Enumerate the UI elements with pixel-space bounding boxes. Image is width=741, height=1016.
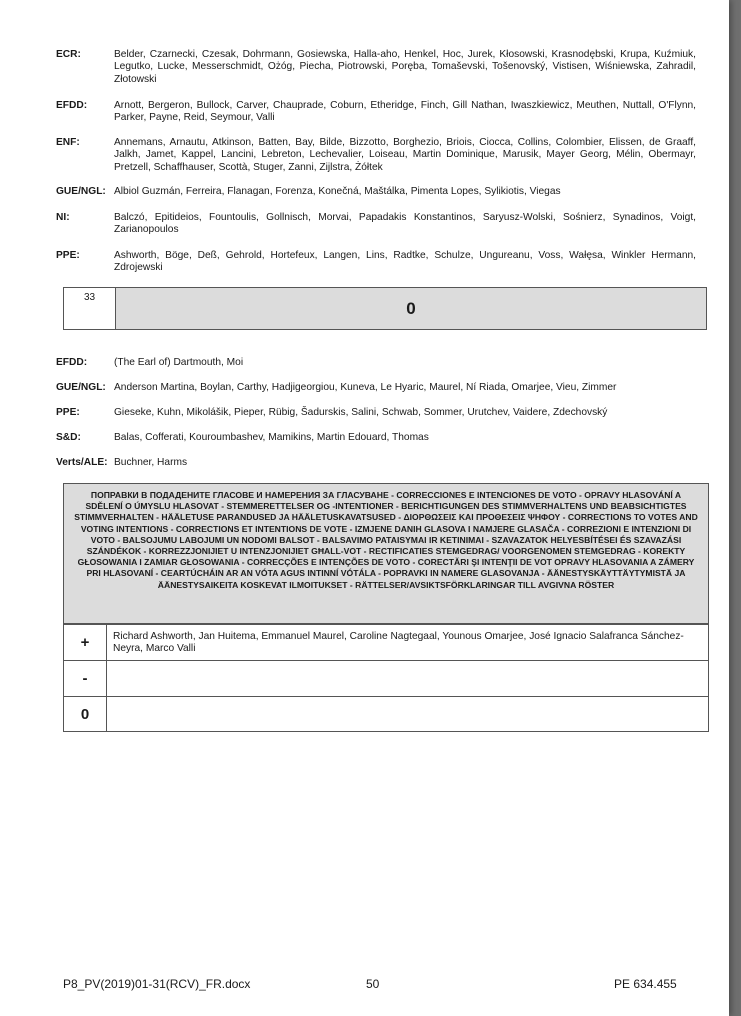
group-ni xyxy=(56,212,696,237)
footer-page-number: 50 xyxy=(366,977,380,991)
group-ppe xyxy=(56,250,696,275)
group-label: EFDD: xyxy=(56,100,88,111)
group-members: Balczó, Epitideios, Fountoulis, Gollnisch, Morvai, Papadakis Konstantinos, Saryusz-Wolski, Sośnierz, Synadinos, Voigt, Zarianopoulos xyxy=(114,212,696,236)
group-members: Belder, Czarnecki, Czesak, Dohrmann, Gosiewska, Halla-aho, Henkel, Hoc, Jurek, Kłosowski, Krasnodębski, Krupa, Kuźmiuk, Legutko, Lucke, Messerschmidt, Ożóg, Piecha, Piotrowski, Poręba, Tomaševski, Tošenovský, Vistisen, Wiśniewska, Zahradil, Złotowski xyxy=(114,49,696,85)
group-members: Gieseke, Kuhn, Mikolášik, Pieper, Rübig, Šadurskis, Salini, Schwab, Sommer, Urutchev, Vaidere, Zdechovský xyxy=(114,407,608,418)
group-members: Annemans, Arnautu, Atkinson, Batten, Bay, Bilde, Bizzotto, Borghezio, Briois, Ciocca, Collins, Colombier, Elissen, de Graaff, Jalkh, Jamet, Kappel, Lancini, Lebreton, Lechevalier, Loiseau, Martin Dominique, Marusik, Mayer Georg, Mélin, Obermayr, Pretzell, Schaffhauser, Scottà, Stuger, Zanni, Zijlstra, Żółtek xyxy=(114,137,696,173)
plus-sign: + xyxy=(64,625,107,660)
corrections-names xyxy=(107,661,708,696)
group-members: Anderson Martina, Boylan, Carthy, Hadjigeorgiou, Kuneva, Le Hyaric, Maurel, Ní Riada, Omarjee, Vieu, Zimmer xyxy=(114,382,617,393)
zero-sign: 0 xyxy=(64,697,107,731)
group-verts-ale xyxy=(56,457,696,469)
group-members: Buchner, Harms xyxy=(114,457,188,468)
group-label: PPE: xyxy=(56,250,80,261)
group-label: GUE/NGL: xyxy=(56,382,106,393)
group-ecr xyxy=(56,49,696,86)
group-enf xyxy=(56,137,696,174)
corrections-header: ПОПРАВКИ В ПОДАДЕНИТЕ ГЛАСОВЕ И НАМЕРЕНИЯ ЗА ГЛАСУВАНЕ - CORRECCIONES E INTENCIONES DE VOTO - OPRAVY HLASOVÁNÍ A SDĚLENÍ O ÚMYSLU HLASOVAT - STEMMERETTELSER OG -INTENTIONER - BERICHTIGUNGEN DES STIMMVERHALTENS UND BEABSICHTIGTES STIMMVERHALTEN - HÄÄLETUSE PARANDUSED JA HÄÄLETUSKAVATSUSED - ΔΙΟΡΘΩΣΕΙΣ ΚΑΙ ΠΡΟΘΕΣΕΙΣ ΨΗΦΟΥ - CORRECTIONS TO VOTES AND VOTING INTENTIONS - CORRECTIONS ET INTENTIONS DE VOTE - IZMJENE DANIH GLASOVA I NAMJERE GLASAČA - CORREZIONI E INTENZIONI DI VOTO - BALSOJUMU LABOJUMI UN NODOMI BALSOT - BALSAVIMO PATAISYMAI IR KETINIMAI - SZAVAZATOK HELYESBÍTÉSEI ÉS SZAVAZÁSI SZÁNDÉKOK - KORREZZJONIJIET U INTENZJONIJIET GĦALL-VOT - RECTIFICATIES STEMGEDRAG/ VOORGENOMEN STEMGEDRAG - KOREKTY GŁOSOWANIA I ZAMIAR GŁOSOWANIA - CORRECÇÕES E INTENÇÕES DE VOTO - CORECTĂRI ŞI INTENŢII DE VOT OPRAVY HLASOVANIA A ZÁMERY PRI HLASOVANÍ - CEARTÚCHÁIN AR AN VÓTA AGUS INTINNÍ VÓTÁLA - POPRAVKI IN NAMERE GLASOVANJA - ÄÄNESTYSKÄYTTÄYTYMISTÄ JA ÄÄNESTYSAIKEITA KOSKEVAT ILMOITUKSET - RÄTTELSER/AVSIKTSFÖRKLARINGAR TILL AVGIVNA RÖSTER xyxy=(64,484,708,624)
corrections-names: Richard Ashworth, Jan Huitema, Emmanuel Maurel, Caroline Nagtegaal, Younous Omarjee, José Ignacio Salafranca Sánchez-Neyra, Marco Valli xyxy=(113,631,684,655)
group-label: Verts/ALE: xyxy=(56,457,108,468)
group-label: S&D: xyxy=(56,432,81,443)
group-members: Balas, Cofferati, Kouroumbashev, Mamikins, Martin Edouard, Thomas xyxy=(114,432,429,443)
group-members: Ashworth, Böge, Deß, Gehrold, Hortefeux, Langen, Lins, Radtke, Schulze, Ungureanu, Voss, Wałęsa, Winkler Hermann, Zdrojewski xyxy=(114,250,696,274)
group-members: Arnott, Bergeron, Bullock, Carver, Chauprade, Coburn, Etheridge, Finch, Gill Nathan, Iwaszkiewicz, Meuthen, Nuttall, O'Flynn, Parker, Payne, Reid, Seymour, Valli xyxy=(114,100,696,124)
group-label: ENF: xyxy=(56,137,80,148)
footer-reference: PE 634.455 xyxy=(614,977,677,991)
corrections-row-abstain xyxy=(64,696,708,731)
group-label: EFDD: xyxy=(56,357,88,368)
group-efdd xyxy=(56,100,696,125)
group-gue-ngl xyxy=(56,382,696,394)
group-members: (The Earl of) Dartmouth, Moi xyxy=(114,357,244,368)
group-label: GUE/NGL: xyxy=(56,186,106,197)
group-gue-ngl xyxy=(56,186,696,198)
group-label: PPE: xyxy=(56,407,80,418)
group-label: NI: xyxy=(56,212,70,223)
corrections-table xyxy=(63,483,709,732)
vote-count-value: 0 xyxy=(116,288,706,329)
group-members: Albiol Guzmán, Ferreira, Flanagan, Forenza, Konečná, Maštálka, Pimenta Lopes, Sylikiotis, Viegas xyxy=(114,186,561,197)
corrections-names xyxy=(107,697,708,731)
group-ppe xyxy=(56,407,696,419)
group-s-and-d xyxy=(56,432,696,444)
minus-sign: - xyxy=(64,661,107,696)
group-efdd xyxy=(56,357,696,369)
vote-number: 33 xyxy=(64,288,116,329)
corrections-row-minus xyxy=(64,660,708,696)
group-label: ECR: xyxy=(56,49,81,60)
vote-count-box xyxy=(63,287,707,330)
footer-filename: P8_PV(2019)01-31(RCV)_FR.docx xyxy=(63,977,251,991)
corrections-row-plus xyxy=(64,624,708,660)
